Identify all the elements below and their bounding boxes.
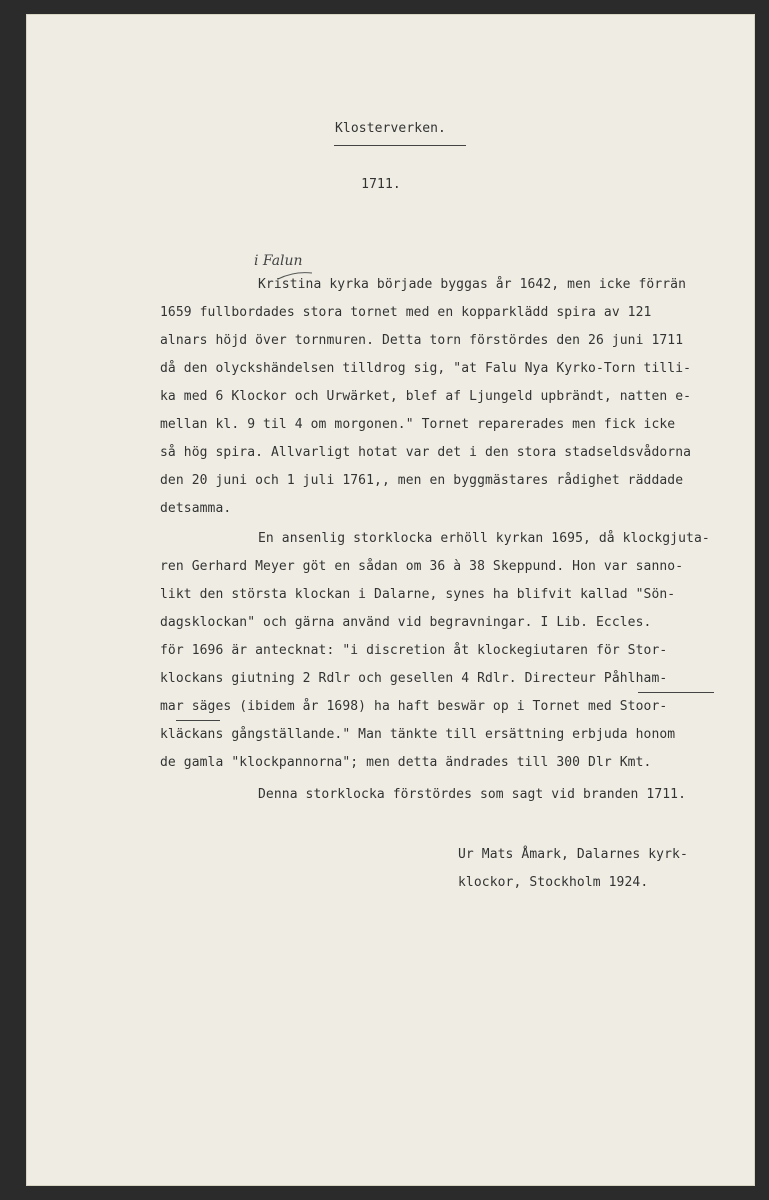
text-line: för 1696 är antecknat: "i discretion åt klockegiutaren för Stor- xyxy=(160,643,668,658)
text-line: mellan kl. 9 til 4 om morgonen." Tornet reparerades men fick icke xyxy=(160,417,676,432)
text-line: då den olyckshändelsen tilldrog sig, "at Falu Nya Kyrko-Torn tilli- xyxy=(160,361,692,376)
text-line: En ansenlig storklocka erhöll kyrkan 1695, då klockgjuta- xyxy=(258,531,710,546)
text-line: den 20 juni och 1 juli 1761,, men en byggmästares rådighet räddade xyxy=(160,473,684,488)
text-line: likt den största klockan i Dalarne, synes ha blifvit kallad "Sön- xyxy=(160,587,676,602)
text-line: dagsklockan" och gärna använd vid begravningar. I Lib. Eccles. xyxy=(160,615,652,630)
source-line: Ur Mats Åmark, Dalarnes kyrk- xyxy=(458,847,688,862)
text-line: mar säges (ibidem år 1698) ha haft beswär op i Tornet med Stoor- xyxy=(160,699,668,714)
text-line: kläckans gångställande." Man tänkte till ersättning erbjuda honom xyxy=(160,727,676,742)
document-page xyxy=(26,14,755,1186)
text-line: 1659 fullbordades stora tornet med en kopparklädd spira av 121 xyxy=(160,305,652,320)
text-line: så hög spira. Allvarligt hotat var det i den stora stadseldsvådorna xyxy=(160,445,692,460)
text-line: ren Gerhard Meyer göt en sådan om 36 à 38 Skeppund. Hon var sanno- xyxy=(160,559,684,574)
text-line: klockans giutning 2 Rdlr och gesellen 4 Rdlr. Directeur Påhlham- xyxy=(160,671,668,686)
handwritten-underline xyxy=(638,692,714,693)
text-line: de gamla "klockpannorna"; men detta ändrades till 300 Dlr Kmt. xyxy=(160,755,652,770)
handwritten-insertion: i Falun xyxy=(254,253,303,269)
document-title: Klosterverken. xyxy=(335,121,446,136)
paragraph-3: Denna storklocka förstördes som sagt vid branden 1711. xyxy=(258,787,687,802)
document-year: 1711. xyxy=(361,177,401,192)
title-underline xyxy=(334,145,466,146)
text-line: detsamma. xyxy=(160,501,232,516)
handwritten-underline xyxy=(176,720,220,721)
source-line: klockor, Stockholm 1924. xyxy=(458,875,649,890)
text-line: Kristina kyrka började byggas år 1642, men icke förrän xyxy=(258,277,687,292)
text-line: alnars höjd över tornmuren. Detta torn förstördes den 26 juni 1711 xyxy=(160,333,684,348)
text-line: ka med 6 Klockor och Urwärket, blef af Ljungeld upbrändt, natten e- xyxy=(160,389,692,404)
